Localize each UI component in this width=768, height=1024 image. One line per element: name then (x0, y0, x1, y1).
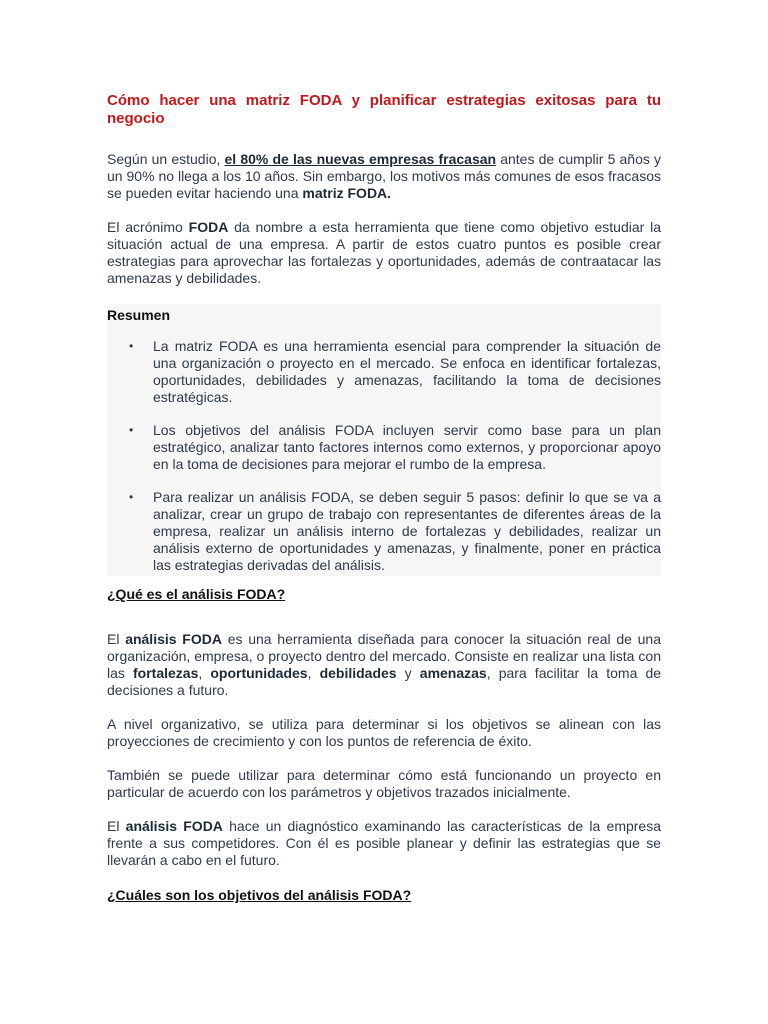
intro-paragraph-2 (107, 219, 661, 287)
bullet-icon: • (129, 490, 134, 504)
summary-item-text: La matriz FODA es una herramienta esencial para comprender la situación de una organización o proyecto en el mercado. Se enfoca en identificar fortalezas, oportunidades, debilidades y amenazas, facilitando la toma de decisiones estratégicas. (153, 338, 661, 405)
section1-paragraph-3: También se puede utilizar para determinar cómo está funcionando un proyecto en particular de acuerdo con los parámetros y objetivos trazados inicialmente. (107, 767, 661, 800)
intro-paragraph-1 (107, 151, 661, 202)
text-span: , (198, 665, 211, 681)
section1-paragraph-4 (107, 818, 661, 869)
summary-item-text: Para realizar un análisis FODA, se deben seguir 5 pasos: definir lo que se va a analizar, crear un grupo de trabajo con representantes de diferentes áreas de la empresa, realizar un análisis interno de fortalezas y debilidades, realizar un análisis externo de oportunidades y amenazas, y finalmente, poner en práctica las estrategias derivadas del análisis. (153, 489, 661, 573)
section-heading-what-is-foda[interactable]: ¿Qué es el análisis FODA? (107, 586, 286, 602)
section1-paragraph-2: A nivel organizativo, se utiliza para determinar si los objetivos se alinean con las proyecciones de crecimiento y con los puntos de referencia de éxito. (107, 716, 661, 749)
text-span: hace un diagnóstico examinando las características de la empresa frente a sus competidores. Con él es posible planear y definir las estrategias que se llevarán a cabo en el futuro. (107, 818, 661, 868)
bold-text: debilidades (319, 665, 397, 681)
bullet-icon: • (129, 339, 134, 353)
summary-title: Resumen (107, 307, 171, 323)
bold-text: análisis FODA (125, 818, 223, 834)
page-title: Cómo hacer una matriz FODA y planificar estrategias exitosas para tu negocio (107, 92, 661, 127)
summary-box (107, 304, 661, 576)
statistic-link[interactable]: el 80% de las nuevas empresas fracasan (224, 151, 497, 167)
text-span: , para facilitar la toma de decisiones a futuro. (107, 665, 662, 698)
text-span: , (307, 665, 320, 681)
text-span: es una herramienta diseñada para conocer la situación real de una organización, empresa, o proyecto dentro del mercado. Consiste en realizar una lista con las (107, 631, 661, 681)
text-span: El acrónimo (107, 219, 189, 235)
text-span: Según un estudio, (107, 151, 225, 167)
section-heading-foda-objectives[interactable]: ¿Cuáles son los objetivos del análisis FODA? (107, 887, 412, 903)
text-span: da nombre a esta herramienta que tiene como objetivo estudiar la situación actual de una empresa. A partir de estos cuatro puntos es posible crear estrategias para aprovechar las fortalezas y oportunidades, además de contraatacar las amenazas y debilidades. (107, 219, 662, 286)
bold-text: oportunidades (210, 665, 308, 681)
summary-item (107, 422, 661, 473)
text-span: antes de cumplir 5 años y un 90% no llega a los 10 años. Sin embargo, los motivos más comunes de esos fracasos se pueden evitar haciendo una (107, 151, 661, 201)
summary-list (107, 338, 661, 574)
bold-text: fortalezas (133, 665, 199, 681)
summary-item-text: Los objetivos del análisis FODA incluyen servir como base para un plan estratégico, analizar tanto factores internos como externos, y proporcionar apoyo en la toma de decisiones para mejorar el rumbo de la empresa. (153, 422, 661, 472)
text-span: y (396, 665, 420, 681)
text-span: El (107, 631, 126, 647)
summary-item (107, 338, 661, 406)
document-content (107, 92, 661, 932)
bullet-icon: • (129, 423, 134, 437)
bold-text: matriz FODA. (302, 185, 392, 201)
summary-item (107, 489, 661, 574)
bold-text: FODA (188, 219, 229, 235)
section1-paragraph-1 (107, 631, 661, 699)
bold-text: análisis FODA (125, 631, 222, 647)
bold-text: amenazas (419, 665, 487, 681)
text-span: El (107, 818, 126, 834)
